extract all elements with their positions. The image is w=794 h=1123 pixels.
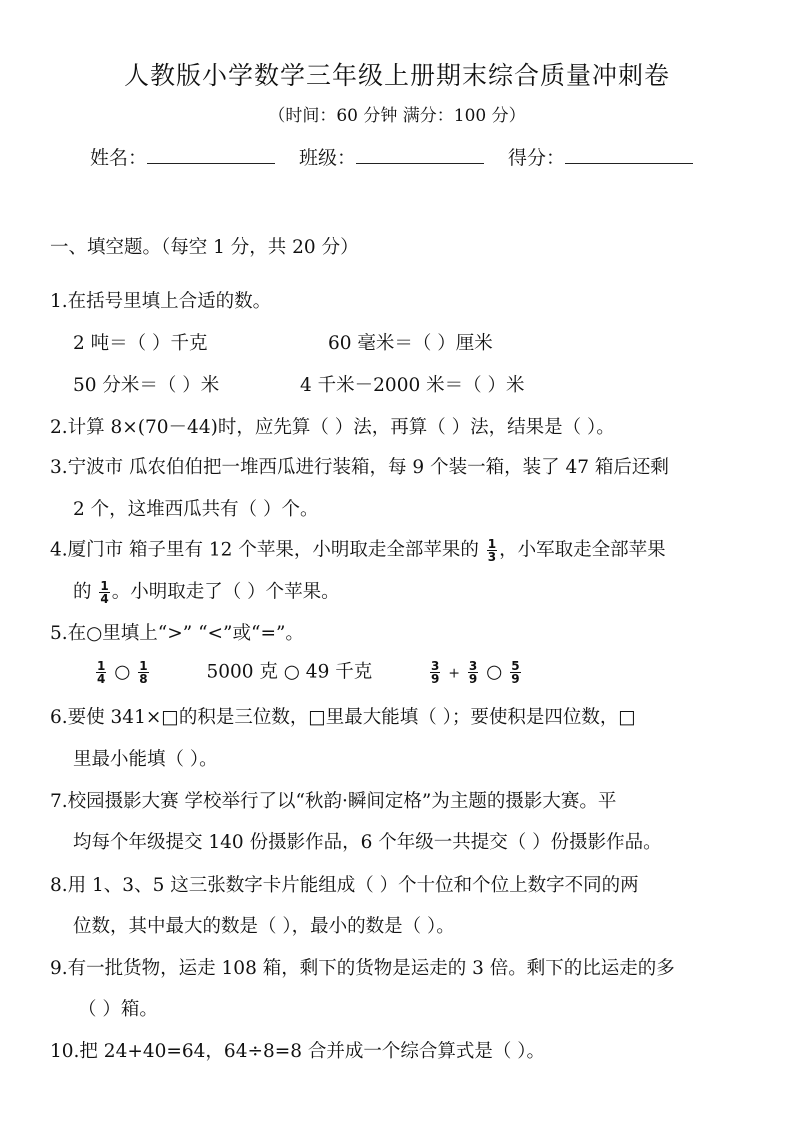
question-3-line1: 3.宁波市 瓜农伯伯把一堆西瓜进行装箱，每 9 个装一箱，装了 47 箱后还剩 — [50, 457, 669, 478]
class-blank[interactable] — [356, 145, 484, 164]
question-4-line2 — [73, 580, 340, 605]
question-4-line1 — [50, 538, 666, 563]
question-8-line2: 位数，其中最大的数是（ ），最小的数是（ ）。 — [73, 916, 455, 937]
question-10: 10.把 24+40=64，64÷8=8 合并成一个综合算式是（ ）。 — [50, 1041, 546, 1062]
fraction-5-9: $\frac{5}{9}$ — [511, 659, 520, 686]
class-label: 班级： — [299, 147, 357, 169]
exam-title: 人教版小学数学三年级上册期末综合质量冲刺卷 — [123, 61, 670, 90]
compare-circle-1[interactable]: ○ — [114, 661, 131, 683]
section-heading: 一、填空题。（每空 1 分，共 20 分） — [50, 237, 359, 258]
fraction-one-third: $\frac{1}{3}$ — [487, 537, 497, 564]
question-6-line2: 里最小能填（ ）。 — [73, 749, 218, 770]
question-1a: 2 吨＝（ ）千克 — [73, 333, 208, 354]
question-4-text-d: 。小明取走了（ ）个苹果。 — [111, 581, 340, 603]
name-label: 姓名： — [90, 147, 148, 169]
question-6-line1: 6.要使 341×□的积是三位数，□里最大能填（ ）；要使积是四位数，□ — [50, 707, 636, 728]
question-3-line2: 2 个，这堆西瓜共有（ ）个。 — [73, 499, 319, 520]
question-1c: 50 分米＝（ ）米 — [73, 375, 220, 396]
score-blank[interactable] — [565, 145, 693, 164]
question-1d: 4 千米－2000 米＝（ ）米 — [300, 375, 525, 396]
question-7-line1: 7.校园摄影大赛 学校举行了以“秋韵·瞬间定格”为主题的摄影大赛。平 — [50, 791, 617, 812]
score-label: 得分： — [508, 147, 566, 169]
fraction-1-8: $\frac{1}{8}$ — [139, 659, 148, 686]
question-4-text-a: 4.厦门市 箱子里有 12 个苹果，小明取走全部苹果的 — [50, 539, 479, 561]
plus-sign: + — [448, 665, 460, 682]
question-7-line2: 均每个年级提交 140 份摄影作品，6 个年级一共提交（ ）份摄影作品。 — [73, 832, 662, 853]
compare-circle-3[interactable]: ○ — [486, 661, 503, 683]
name-blank[interactable] — [147, 145, 275, 164]
fraction-3-9-b: $\frac{3}{9}$ — [468, 659, 478, 686]
student-info-row — [90, 143, 717, 170]
fraction-one-fourth: $\frac{1}{4}$ — [100, 579, 109, 606]
question-2: 2.计算 8×(70－44)时，应先算（ ）法，再算（ ）法，结果是（ ）。 — [50, 417, 615, 438]
fraction-1-4: $\frac{1}{4}$ — [97, 659, 106, 686]
question-9-line2: （ ）箱。 — [78, 999, 158, 1020]
question-9-line1: 9.有一批货物，运走 108 箱，剩下的货物是运走的 3 倍。剩下的比运走的多 — [50, 958, 675, 979]
exam-subtitle: （时间：60 分钟 满分：100 分） — [268, 106, 526, 126]
question-1b: 60 毫米＝（ ）厘米 — [328, 333, 493, 354]
compare-weights: 5000 克 ○ 49 千克 — [206, 661, 373, 683]
question-5-items — [94, 660, 523, 686]
fraction-3-9-a: $\frac{3}{9}$ — [431, 659, 440, 686]
question-4-text-c: 的 — [73, 581, 92, 603]
question-4-text-b: ，小军取走全部苹果 — [499, 539, 666, 561]
question-8-line1: 8.用 1、3、5 这三张数字卡片能组成（ ）个十位和个位上数字不同的两 — [50, 875, 639, 896]
question-1-stem: 1.在括号里填上合适的数。 — [50, 291, 272, 312]
question-5-stem: 5.在○里填上“>” “<”或“=”。 — [50, 623, 304, 644]
